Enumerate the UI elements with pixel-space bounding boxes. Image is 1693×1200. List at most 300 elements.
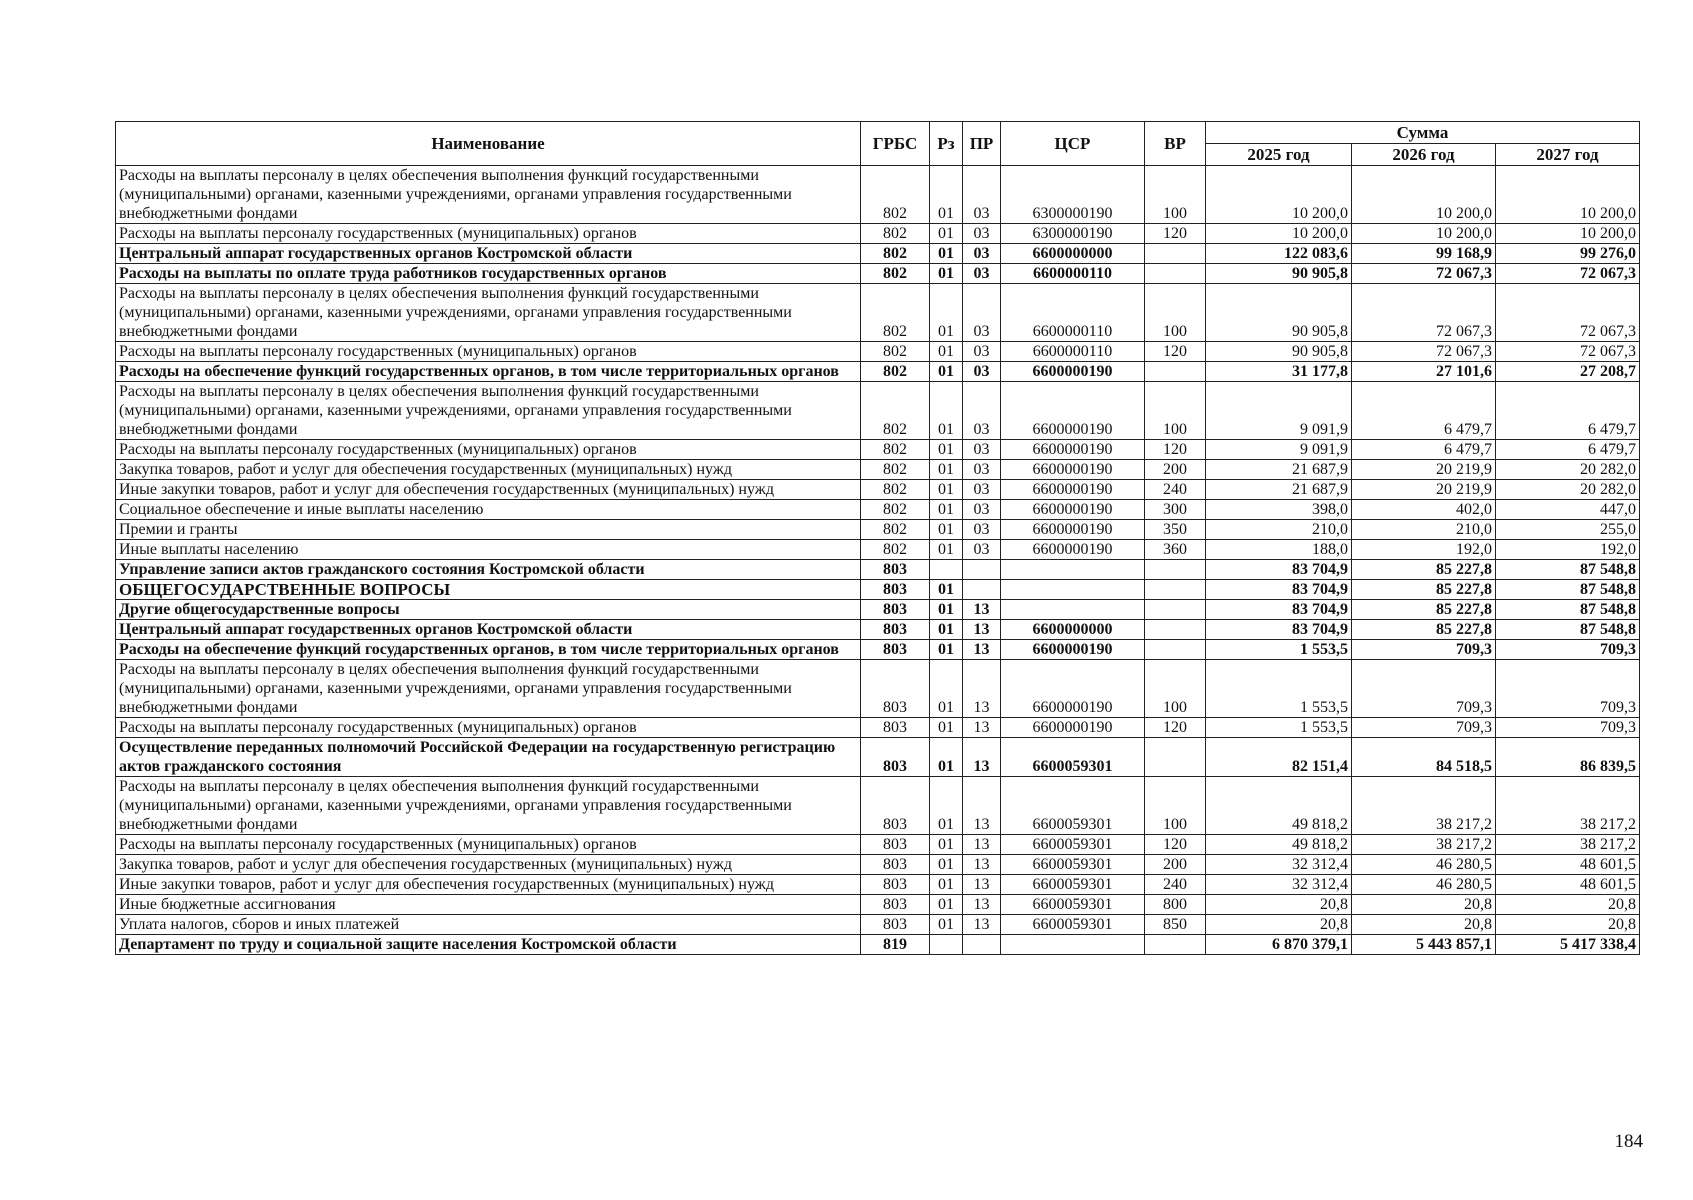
cell-csr: 6600000110 [1001,342,1145,362]
cell-2025: 10 200,0 [1206,166,1352,224]
cell-name: Другие общегосударственные вопросы [116,600,861,620]
cell-name: Расходы на выплаты персоналу в целях обеспечения выполнения функций государственными (муниципальными) органами, казенными учреждениями, органами управления государственными внебюджетными фондами [116,382,861,440]
cell-rz: 01 [930,620,963,640]
cell-name: Премии и гранты [116,520,861,540]
cell-2025: 9 091,9 [1206,382,1352,440]
cell-2027: 87 548,8 [1496,620,1640,640]
table-row [116,264,1640,284]
cell-csr: 6600059301 [1001,738,1145,777]
cell-2025: 20,8 [1206,915,1352,935]
cell-csr [1001,935,1145,955]
cell-csr: 6600059301 [1001,875,1145,895]
cell-name: Иные закупки товаров, работ и услуг для обеспечения государственных (муниципальных) нужд [116,875,861,895]
table-row [116,640,1640,660]
cell-grbs: 803 [861,560,930,580]
cell-rz: 01 [930,738,963,777]
cell-csr [1001,600,1145,620]
cell-2026: 85 227,8 [1352,600,1496,620]
cell-grbs: 803 [861,777,930,835]
cell-rz [930,935,963,955]
cell-csr: 6600000110 [1001,264,1145,284]
cell-name: Социальное обеспечение и иные выплаты населению [116,500,861,520]
cell-2025: 20,8 [1206,895,1352,915]
cell-rz: 01 [930,875,963,895]
cell-rz: 01 [930,224,963,244]
table-header [116,122,1640,166]
cell-grbs: 803 [861,718,930,738]
table-row [116,540,1640,560]
cell-vr: 100 [1145,284,1206,342]
table-row [116,660,1640,718]
cell-csr: 6600059301 [1001,835,1145,855]
table-row [116,460,1640,480]
table-row [116,835,1640,855]
cell-2025: 49 818,2 [1206,835,1352,855]
cell-2025: 90 905,8 [1206,342,1352,362]
cell-rz: 01 [930,284,963,342]
cell-grbs: 803 [861,600,930,620]
cell-2025: 1 553,5 [1206,718,1352,738]
cell-2025: 31 177,8 [1206,362,1352,382]
cell-name: Расходы на выплаты персоналу в целях обеспечения выполнения функций государственными (муниципальными) органами, казенными учреждениями, органами управления государственными внебюджетными фондами [116,284,861,342]
budget-sheet [115,121,1639,955]
cell-csr: 6600000190 [1001,460,1145,480]
cell-2026: 402,0 [1352,500,1496,520]
cell-vr: 350 [1145,520,1206,540]
cell-2027: 72 067,3 [1496,264,1640,284]
cell-rz: 01 [930,520,963,540]
cell-vr [1145,640,1206,660]
table-row [116,244,1640,264]
cell-name: Расходы на обеспечение функций государственных органов, в том числе территориальных органов [116,640,861,660]
cell-vr: 100 [1145,777,1206,835]
cell-pr: 13 [963,915,1001,935]
cell-2027: 86 839,5 [1496,738,1640,777]
cell-2027: 255,0 [1496,520,1640,540]
cell-2026: 38 217,2 [1352,835,1496,855]
cell-2026: 20,8 [1352,895,1496,915]
cell-name: Расходы на выплаты персоналу в целях обеспечения выполнения функций государственными (муниципальными) органами, казенными учреждениями, органами управления государственными внебюджетными фондами [116,166,861,224]
cell-2025: 90 905,8 [1206,284,1352,342]
table-row [116,738,1640,777]
cell-pr: 13 [963,777,1001,835]
cell-pr: 13 [963,738,1001,777]
cell-2026: 72 067,3 [1352,264,1496,284]
cell-name: Иные бюджетные ассигнования [116,895,861,915]
cell-grbs: 802 [861,540,930,560]
col-header-2025: 2025 год [1206,144,1352,166]
cell-vr [1145,244,1206,264]
col-header-csr: ЦСР [1001,122,1145,166]
cell-2027: 20,8 [1496,895,1640,915]
cell-pr [963,560,1001,580]
cell-name: Осуществление переданных полномочий Российской Федерации на государственную регистрацию актов гражданского состояния [116,738,861,777]
cell-name: Закупка товаров, работ и услуг для обеспечения государственных (муниципальных) нужд [116,460,861,480]
cell-csr: 6600000000 [1001,620,1145,640]
cell-csr: 6600000190 [1001,660,1145,718]
cell-2025: 83 704,9 [1206,580,1352,600]
cell-vr [1145,620,1206,640]
cell-name: Расходы на обеспечение функций государственных органов, в том числе территориальных органов [116,362,861,382]
cell-2026: 192,0 [1352,540,1496,560]
cell-name: Закупка товаров, работ и услуг для обеспечения государственных (муниципальных) нужд [116,855,861,875]
table-row [116,224,1640,244]
cell-name: Управление записи актов гражданского состояния Костромской области [116,560,861,580]
cell-2026: 6 479,7 [1352,382,1496,440]
table-row [116,480,1640,500]
cell-csr: 6600000190 [1001,382,1145,440]
cell-vr [1145,935,1206,955]
cell-2026: 46 280,5 [1352,875,1496,895]
cell-pr: 13 [963,660,1001,718]
cell-rz: 01 [930,718,963,738]
cell-grbs: 802 [861,382,930,440]
cell-pr: 13 [963,855,1001,875]
cell-grbs: 803 [861,580,930,600]
page-number: 184 [1614,1131,1643,1152]
cell-vr: 120 [1145,835,1206,855]
cell-grbs: 802 [861,362,930,382]
cell-2026: 210,0 [1352,520,1496,540]
cell-rz: 01 [930,342,963,362]
cell-grbs: 803 [861,660,930,718]
cell-csr: 6600000190 [1001,520,1145,540]
cell-pr: 03 [963,382,1001,440]
cell-grbs: 802 [861,166,930,224]
cell-pr: 03 [963,362,1001,382]
cell-csr: 6600000190 [1001,480,1145,500]
cell-2027: 72 067,3 [1496,284,1640,342]
cell-vr: 100 [1145,382,1206,440]
table-body [116,166,1640,955]
cell-pr: 13 [963,835,1001,855]
cell-pr: 03 [963,264,1001,284]
cell-vr: 850 [1145,915,1206,935]
cell-2027: 10 200,0 [1496,166,1640,224]
cell-2027: 10 200,0 [1496,224,1640,244]
cell-vr: 120 [1145,718,1206,738]
cell-rz: 01 [930,915,963,935]
cell-2026: 709,3 [1352,660,1496,718]
cell-vr: 800 [1145,895,1206,915]
cell-rz [930,560,963,580]
cell-2027: 5 417 338,4 [1496,935,1640,955]
cell-vr [1145,580,1206,600]
cell-csr: 6600059301 [1001,777,1145,835]
table-row [116,600,1640,620]
cell-name: Расходы на выплаты персоналу государственных (муниципальных) органов [116,835,861,855]
cell-pr: 13 [963,895,1001,915]
cell-csr: 6600000190 [1001,500,1145,520]
cell-2025: 1 553,5 [1206,640,1352,660]
cell-2025: 82 151,4 [1206,738,1352,777]
table-row [116,440,1640,460]
cell-2026: 709,3 [1352,640,1496,660]
cell-2025: 6 870 379,1 [1206,935,1352,955]
cell-2026: 20 219,9 [1352,480,1496,500]
col-header-grbs: ГРБС [861,122,930,166]
cell-2025: 398,0 [1206,500,1352,520]
cell-name: Департамент по труду и социальной защите населения Костромской области [116,935,861,955]
cell-vr: 120 [1145,440,1206,460]
cell-2027: 20,8 [1496,915,1640,935]
cell-name: Иные выплаты населению [116,540,861,560]
cell-grbs: 802 [861,244,930,264]
cell-2026: 20 219,9 [1352,460,1496,480]
cell-grbs: 803 [861,738,930,777]
cell-vr [1145,600,1206,620]
cell-grbs: 802 [861,460,930,480]
cell-pr: 03 [963,440,1001,460]
cell-grbs: 803 [861,915,930,935]
cell-2026: 85 227,8 [1352,620,1496,640]
cell-grbs: 819 [861,935,930,955]
cell-rz: 01 [930,835,963,855]
cell-rz: 01 [930,460,963,480]
cell-rz: 01 [930,640,963,660]
cell-grbs: 802 [861,284,930,342]
cell-pr: 03 [963,166,1001,224]
cell-2026: 72 067,3 [1352,342,1496,362]
cell-rz: 01 [930,362,963,382]
cell-2026: 99 168,9 [1352,244,1496,264]
table-row [116,718,1640,738]
cell-2027: 38 217,2 [1496,835,1640,855]
cell-grbs: 803 [861,895,930,915]
cell-2025: 1 553,5 [1206,660,1352,718]
table-row [116,382,1640,440]
col-header-rz: Рз [930,122,963,166]
cell-csr: 6600000110 [1001,284,1145,342]
cell-rz: 01 [930,660,963,718]
cell-pr: 03 [963,284,1001,342]
cell-2025: 122 083,6 [1206,244,1352,264]
cell-2027: 192,0 [1496,540,1640,560]
table-row [116,855,1640,875]
cell-csr: 6300000190 [1001,224,1145,244]
cell-vr: 300 [1145,500,1206,520]
cell-2027: 87 548,8 [1496,580,1640,600]
cell-2027: 72 067,3 [1496,342,1640,362]
table-row [116,875,1640,895]
cell-vr: 240 [1145,480,1206,500]
cell-pr: 03 [963,224,1001,244]
cell-pr: 03 [963,342,1001,362]
cell-2025: 32 312,4 [1206,855,1352,875]
cell-pr [963,580,1001,600]
cell-2025: 32 312,4 [1206,875,1352,895]
cell-csr: 6600000190 [1001,362,1145,382]
cell-grbs: 803 [861,620,930,640]
cell-2025: 21 687,9 [1206,460,1352,480]
cell-name: Расходы на выплаты персоналу государственных (муниципальных) органов [116,224,861,244]
budget-table [115,121,1640,955]
cell-2027: 20 282,0 [1496,460,1640,480]
cell-vr [1145,560,1206,580]
cell-csr: 6600000190 [1001,440,1145,460]
cell-grbs: 802 [861,520,930,540]
cell-2026: 10 200,0 [1352,166,1496,224]
table-row [116,915,1640,935]
table-row [116,284,1640,342]
cell-grbs: 803 [861,875,930,895]
cell-rz: 01 [930,855,963,875]
cell-2027: 99 276,0 [1496,244,1640,264]
cell-csr: 6600059301 [1001,915,1145,935]
cell-2027: 709,3 [1496,718,1640,738]
cell-2025: 10 200,0 [1206,224,1352,244]
cell-2025: 210,0 [1206,520,1352,540]
cell-grbs: 803 [861,640,930,660]
col-header-name: Наименование [116,122,861,166]
cell-grbs: 803 [861,855,930,875]
cell-grbs: 802 [861,480,930,500]
cell-vr [1145,738,1206,777]
cell-csr: 6600059301 [1001,855,1145,875]
cell-2026: 85 227,8 [1352,580,1496,600]
cell-pr: 13 [963,640,1001,660]
cell-2026: 85 227,8 [1352,560,1496,580]
cell-2025: 21 687,9 [1206,480,1352,500]
cell-vr: 100 [1145,166,1206,224]
cell-2027: 709,3 [1496,640,1640,660]
cell-name: Центральный аппарат государственных органов Костромской области [116,244,861,264]
cell-csr: 6600000190 [1001,718,1145,738]
cell-2025: 90 905,8 [1206,264,1352,284]
cell-vr [1145,362,1206,382]
table-row [116,777,1640,835]
cell-2026: 709,3 [1352,718,1496,738]
cell-rz: 01 [930,382,963,440]
cell-rz: 01 [930,600,963,620]
cell-vr: 360 [1145,540,1206,560]
table-row [116,500,1640,520]
cell-csr [1001,580,1145,600]
cell-2025: 188,0 [1206,540,1352,560]
cell-name: Расходы на выплаты персоналу государственных (муниципальных) органов [116,718,861,738]
cell-2025: 9 091,9 [1206,440,1352,460]
cell-rz: 01 [930,540,963,560]
cell-rz: 01 [930,777,963,835]
cell-name: Иные закупки товаров, работ и услуг для обеспечения государственных (муниципальных) нужд [116,480,861,500]
table-row [116,342,1640,362]
cell-pr: 03 [963,480,1001,500]
table-row [116,560,1640,580]
cell-name: Расходы на выплаты персоналу государственных (муниципальных) органов [116,440,861,460]
cell-name: Расходы на выплаты персоналу в целях обеспечения выполнения функций государственными (муниципальными) органами, казенными учреждениями, органами управления государственными внебюджетными фондами [116,777,861,835]
cell-pr: 13 [963,600,1001,620]
table-row [116,166,1640,224]
cell-2027: 20 282,0 [1496,480,1640,500]
cell-grbs: 802 [861,342,930,362]
cell-name: ОБЩЕГОСУДАРСТВЕННЫЕ ВОПРОСЫ [116,580,861,600]
cell-vr: 100 [1145,660,1206,718]
cell-grbs: 802 [861,440,930,460]
cell-rz: 01 [930,166,963,224]
cell-2026: 46 280,5 [1352,855,1496,875]
col-header-2026: 2026 год [1352,144,1496,166]
cell-2025: 83 704,9 [1206,600,1352,620]
col-header-pr: ПР [963,122,1001,166]
cell-rz: 01 [930,264,963,284]
cell-pr [963,935,1001,955]
cell-2027: 447,0 [1496,500,1640,520]
cell-csr: 6600000190 [1001,540,1145,560]
cell-name: Расходы на выплаты персоналу в целях обеспечения выполнения функций государственными (муниципальными) органами, казенными учреждениями, органами управления государственными внебюджетными фондами [116,660,861,718]
cell-pr: 03 [963,244,1001,264]
cell-pr: 03 [963,460,1001,480]
table-row [116,520,1640,540]
cell-pr: 13 [963,718,1001,738]
cell-rz: 01 [930,244,963,264]
cell-grbs: 803 [861,835,930,855]
cell-pr: 13 [963,620,1001,640]
cell-rz: 01 [930,895,963,915]
cell-rz: 01 [930,440,963,460]
cell-2027: 6 479,7 [1496,440,1640,460]
cell-pr: 03 [963,540,1001,560]
cell-name: Расходы на выплаты по оплате труда работников государственных органов [116,264,861,284]
cell-csr [1001,560,1145,580]
cell-name: Уплата налогов, сборов и иных платежей [116,915,861,935]
cell-vr: 240 [1145,875,1206,895]
cell-2027: 38 217,2 [1496,777,1640,835]
table-row [116,580,1640,600]
cell-rz: 01 [930,580,963,600]
table-row [116,362,1640,382]
cell-2026: 6 479,7 [1352,440,1496,460]
cell-2027: 87 548,8 [1496,560,1640,580]
cell-csr: 6600059301 [1001,895,1145,915]
table-row [116,935,1640,955]
cell-grbs: 802 [861,264,930,284]
col-header-sum: Сумма [1206,122,1640,144]
table-row [116,620,1640,640]
cell-csr: 6600000000 [1001,244,1145,264]
col-header-vr: ВР [1145,122,1206,166]
cell-name: Центральный аппарат государственных органов Костромской области [116,620,861,640]
cell-2026: 27 101,6 [1352,362,1496,382]
cell-vr: 120 [1145,342,1206,362]
cell-grbs: 802 [861,500,930,520]
cell-2026: 72 067,3 [1352,284,1496,342]
cell-csr: 6300000190 [1001,166,1145,224]
cell-2026: 10 200,0 [1352,224,1496,244]
cell-2026: 5 443 857,1 [1352,935,1496,955]
cell-pr: 03 [963,500,1001,520]
table-row [116,895,1640,915]
cell-2026: 84 518,5 [1352,738,1496,777]
cell-pr: 13 [963,875,1001,895]
cell-2027: 27 208,7 [1496,362,1640,382]
cell-vr: 120 [1145,224,1206,244]
cell-vr: 200 [1145,460,1206,480]
cell-vr [1145,264,1206,284]
cell-pr: 03 [963,520,1001,540]
cell-2027: 48 601,5 [1496,875,1640,895]
col-header-2027: 2027 год [1496,144,1640,166]
cell-2026: 20,8 [1352,915,1496,935]
cell-name: Расходы на выплаты персоналу государственных (муниципальных) органов [116,342,861,362]
cell-grbs: 802 [861,224,930,244]
cell-2027: 48 601,5 [1496,855,1640,875]
cell-rz: 01 [930,500,963,520]
cell-2027: 6 479,7 [1496,382,1640,440]
cell-2025: 49 818,2 [1206,777,1352,835]
cell-rz: 01 [930,480,963,500]
cell-vr: 200 [1145,855,1206,875]
cell-csr: 6600000190 [1001,640,1145,660]
